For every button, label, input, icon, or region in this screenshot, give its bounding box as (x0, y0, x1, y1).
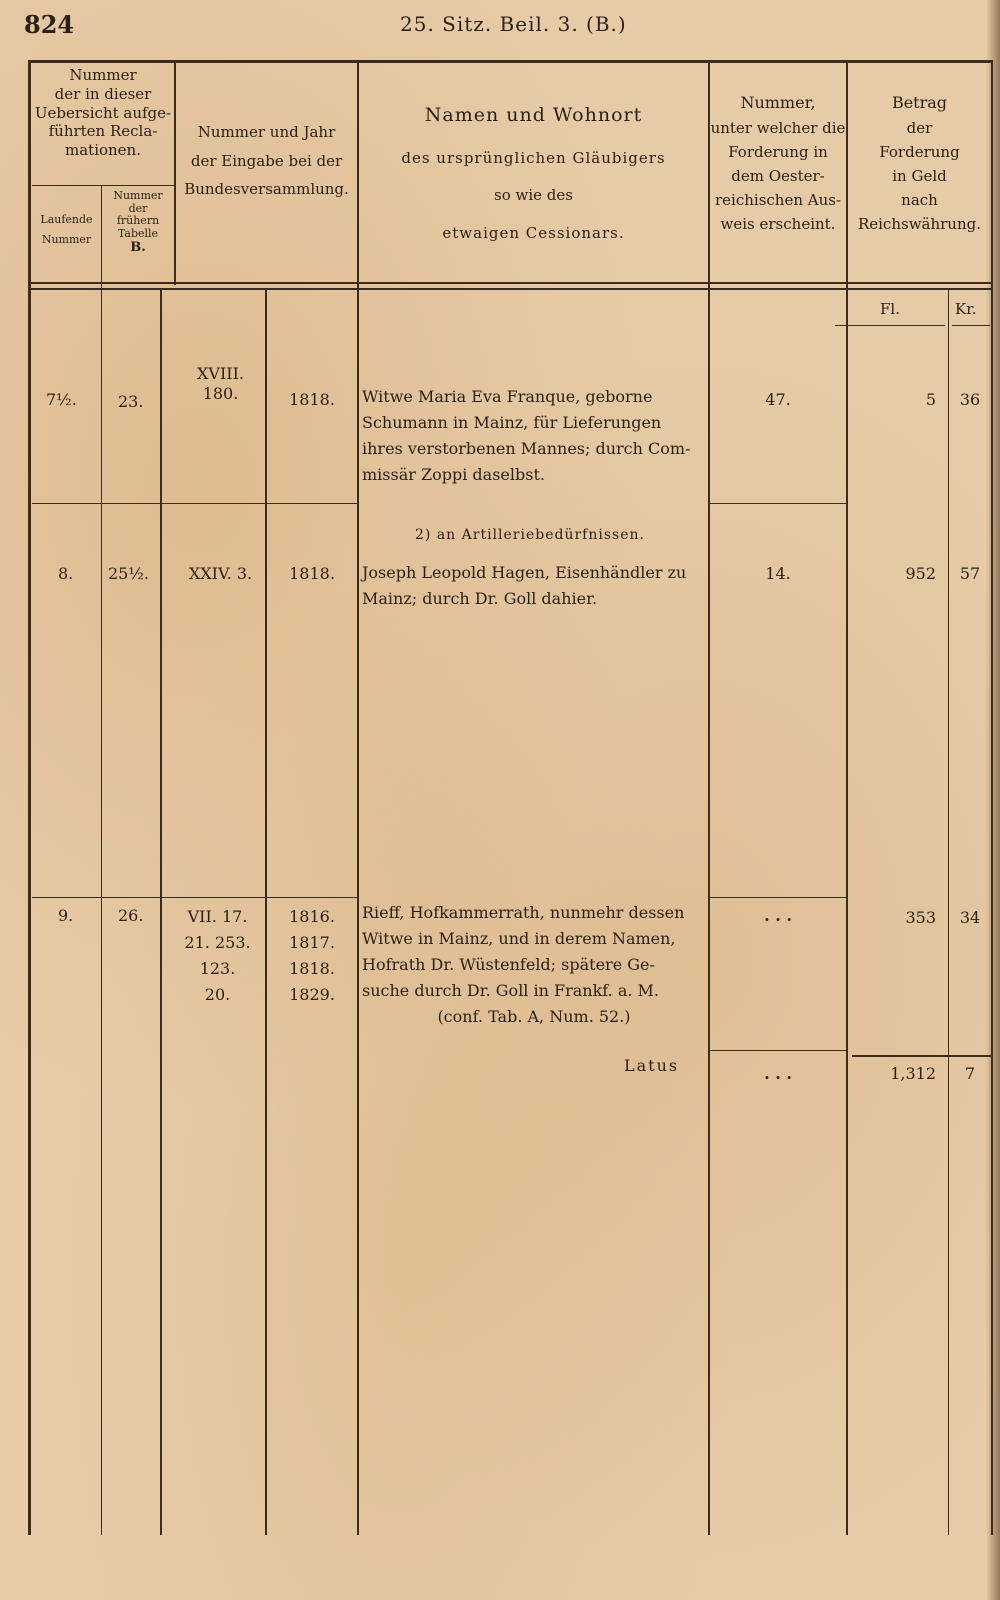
header-reclamation-group: Nummer der in dieser Uebersicht aufge- führten Recla- mationen. (34, 66, 172, 159)
latus-kr: 7 (964, 1064, 976, 1083)
latus-fl: 1,312 (890, 1064, 936, 1083)
fruehere-nummer: 25½. (108, 564, 149, 583)
glaeubiger-text: Joseph Leopold Hagen, Eisenhändler zu Mainz; durch Dr. Goll dahier. (362, 563, 687, 608)
betrag-fl: 353 (905, 908, 936, 927)
oesterr-nummer: 14. (765, 564, 791, 583)
glaeubiger-text: Rieff, Hofkammerrath, nunmehr dessen Witwe in Mainz, und in derem Namen, Hofrath Dr. Wüstenfeld; spätere Ge- suche durch Dr. Goll in Frankf. a. M. (conf. Tab. A, Num. 52.) (362, 903, 685, 1026)
page-number: 824 (24, 10, 75, 39)
oesterr-nummer: . . . (764, 906, 792, 925)
eingabe-jahr: 1818. (289, 390, 335, 409)
latus-oesterr-nummer: . . . (764, 1064, 792, 1083)
eingabe-jahr: 1818. (289, 564, 335, 583)
laufende-nummer: 9. (58, 906, 74, 925)
fruehere-nummer: 26. (118, 906, 144, 925)
betrag-fl: 5 (925, 390, 936, 409)
oesterr-nummer: 47. (765, 390, 791, 409)
betrag-kr: 34 (959, 908, 981, 927)
laufende-nummer: 8. (58, 564, 74, 583)
header-eingabe: Nummer und Jahr der Eingabe bei der Bundesversammlung. (184, 123, 349, 198)
header-laufende-nummer: Laufende Nummer (40, 213, 93, 246)
header-betrag: Betrag der Forderung in Geld nach Reichswährung. (857, 93, 982, 233)
unit-kr: Kr. (955, 300, 977, 318)
header-fruehere-nummer: Nummer der frühern Tabelle B. (113, 189, 163, 255)
betrag-fl: 952 (905, 564, 936, 583)
eingabe-nummer: XXIV. 3. (188, 564, 253, 583)
betrag-kr: 57 (959, 564, 981, 583)
header-namen-wohnort: Namen und Wohnort des ursprünglichen Gläubigers so wie des etwaigen Cessionars. (401, 104, 666, 242)
laufende-nummer: 7½. (46, 390, 77, 409)
eingabe-nummer: VII. 17. 21. 253. 123. 20. (184, 907, 251, 1004)
section-subheading: 2) an Artilleriebedürfnissen. (415, 527, 645, 543)
header-oesterr-nummer: Nummer, unter welcher die Forderung in dem Oester- reichischen Aus- weis erscheint. (710, 93, 846, 233)
betrag-kr: 36 (959, 390, 981, 409)
page-edge-shadow (986, 0, 1000, 1600)
fruehere-nummer: 23. (118, 392, 144, 411)
running-head: 25. Sitz. Beil. 3. (B.) (400, 12, 627, 36)
eingabe-nummer: XVIII. 180. (197, 364, 244, 403)
latus-label: Latus (624, 1056, 680, 1075)
unit-fl: Fl. (880, 300, 900, 318)
eingabe-jahr: 1816. 1817. 1818. 1829. (289, 907, 335, 1004)
glaeubiger-text: Witwe Maria Eva Franque, geborne Schumann in Mainz, für Lieferungen ihres verstorbenen Mannes; durch Com- missär Zoppi daselbst. (362, 387, 691, 484)
